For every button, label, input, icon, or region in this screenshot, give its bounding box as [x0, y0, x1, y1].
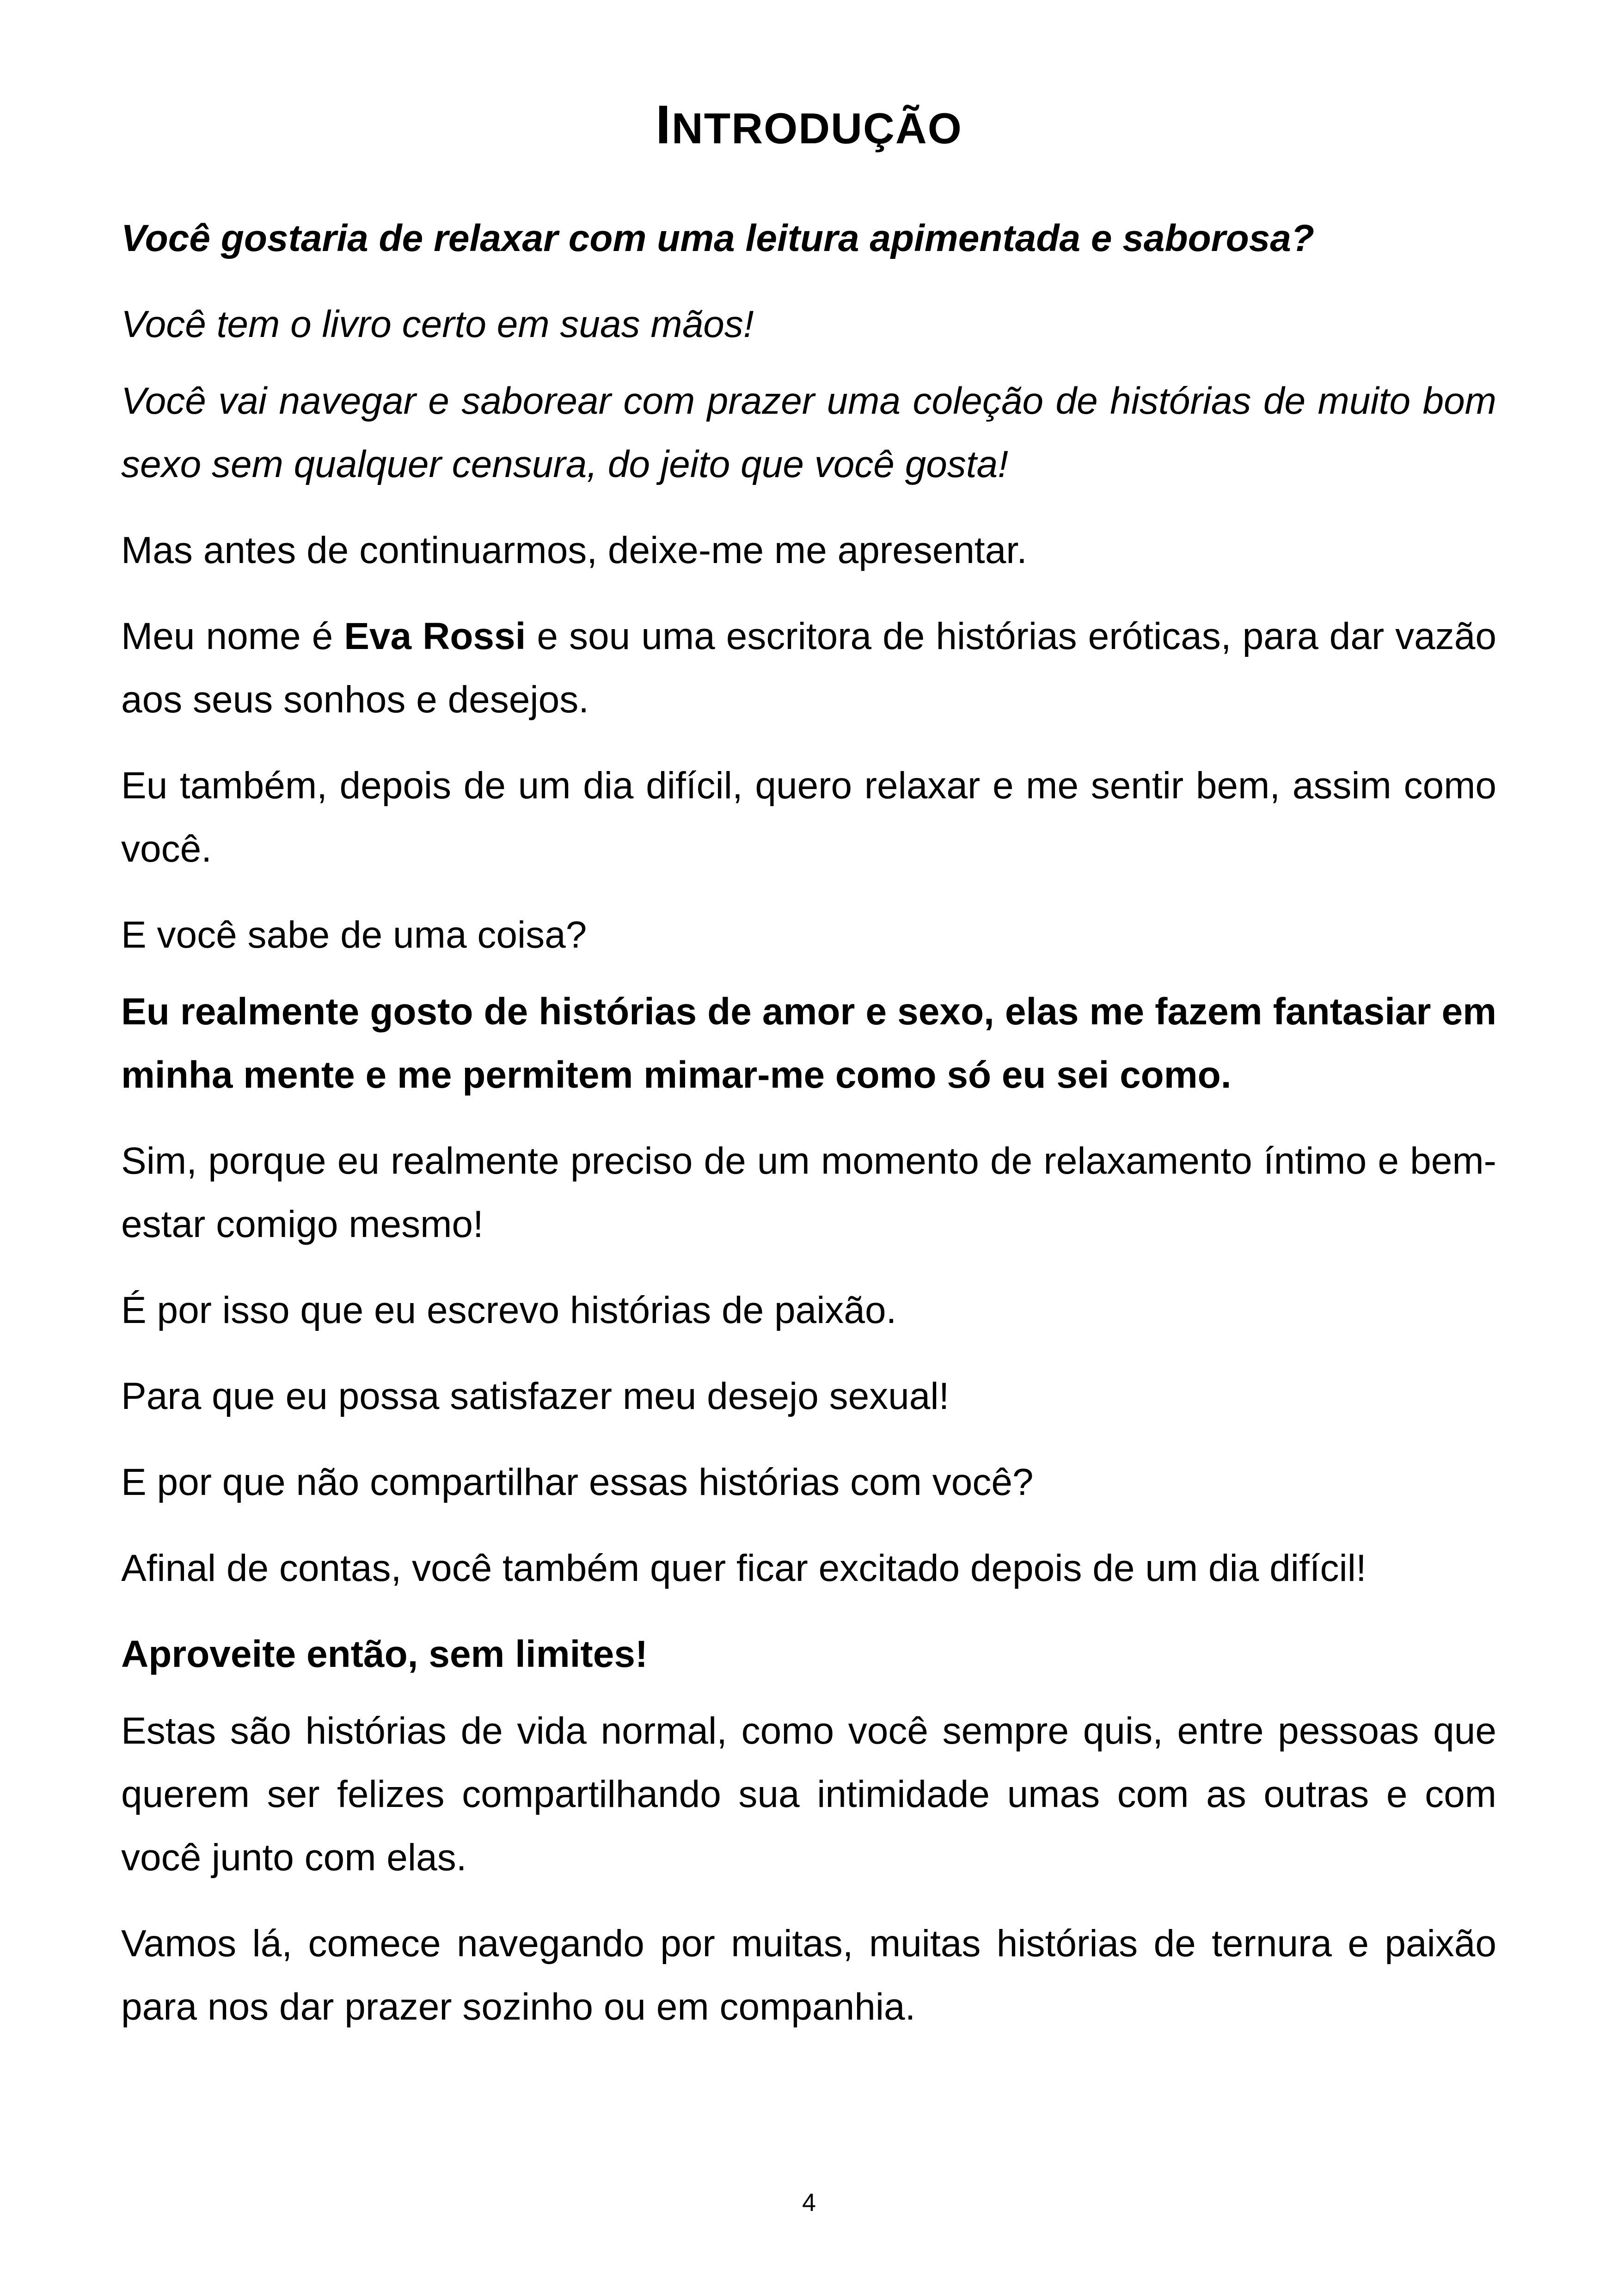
paragraph-after-all: Afinal de contas, você também quer ficar excitado depois de um dia difícil! [121, 1547, 1367, 1589]
paragraph-share: E por que não compartilhar essas histórias com você? [121, 1461, 1034, 1503]
author-intro-after: e sou uma escritora de histórias eróticas, para dar vazão aos seus sonhos e desejos. [121, 615, 1496, 721]
page-title [0, 90, 1618, 163]
paragraph-normal-life: Estas são histórias de vida normal, como você sempre quis, entre pessoas que querem ser felizes compartilhando sua intimidade umas com as outras e com você junto com elas. [121, 1710, 1496, 1879]
paragraph-why-write: É por isso que eu escrevo histórias de paixão. [121, 1289, 897, 1331]
paragraph-love-stories: Eu realmente gosto de histórias de amor e sexo, elas me fazem fantasiar em minha mente e me permitem mimar-me como só eu sei como. [121, 991, 1496, 1096]
paragraph-enjoy: Aproveite então, sem limites! [121, 1633, 648, 1675]
paragraph-you-know: E você sabe de uma coisa? [121, 914, 587, 956]
paragraph-hard-day: Eu também, depois de um dia difícil, quero relaxar e me sentir bem, assim como você. [121, 765, 1496, 870]
paragraph-lets-go: Vamos lá, comece navegando por muitas, muitas histórias de ternura e paixão para nos dar prazer sozinho ou em companhia. [121, 1923, 1496, 2028]
paragraph-right-book: Você tem o livro certo em suas mãos! [121, 303, 754, 345]
title-rest: NTRODUÇÃO [671, 104, 962, 153]
author-intro-before: Meu nome é [121, 615, 344, 657]
paragraph-navigate: Você vai navegar e saborear com prazer uma coleção de histórias de muito bom sexo sem qualquer censura, do jeito que você gosta! [121, 380, 1496, 485]
paragraph-before-continuing: Mas antes de continuarmos, deixe-me me apresentar. [121, 529, 1027, 571]
author-name: Eva Rossi [344, 615, 526, 657]
paragraph-relaxation: Sim, porque eu realmente preciso de um momento de relaxamento íntimo e bem-estar comigo mesmo! [121, 1140, 1496, 1245]
paragraph-author-intro [121, 605, 1496, 731]
page-number: 4 [802, 2189, 816, 2216]
paragraph-satisfy: Para que eu possa satisfazer meu desejo sexual! [121, 1375, 950, 1417]
title-initial: I [656, 94, 672, 155]
paragraph-question: Você gostaria de relaxar com uma leitura apimentada e saborosa? [121, 217, 1314, 259]
